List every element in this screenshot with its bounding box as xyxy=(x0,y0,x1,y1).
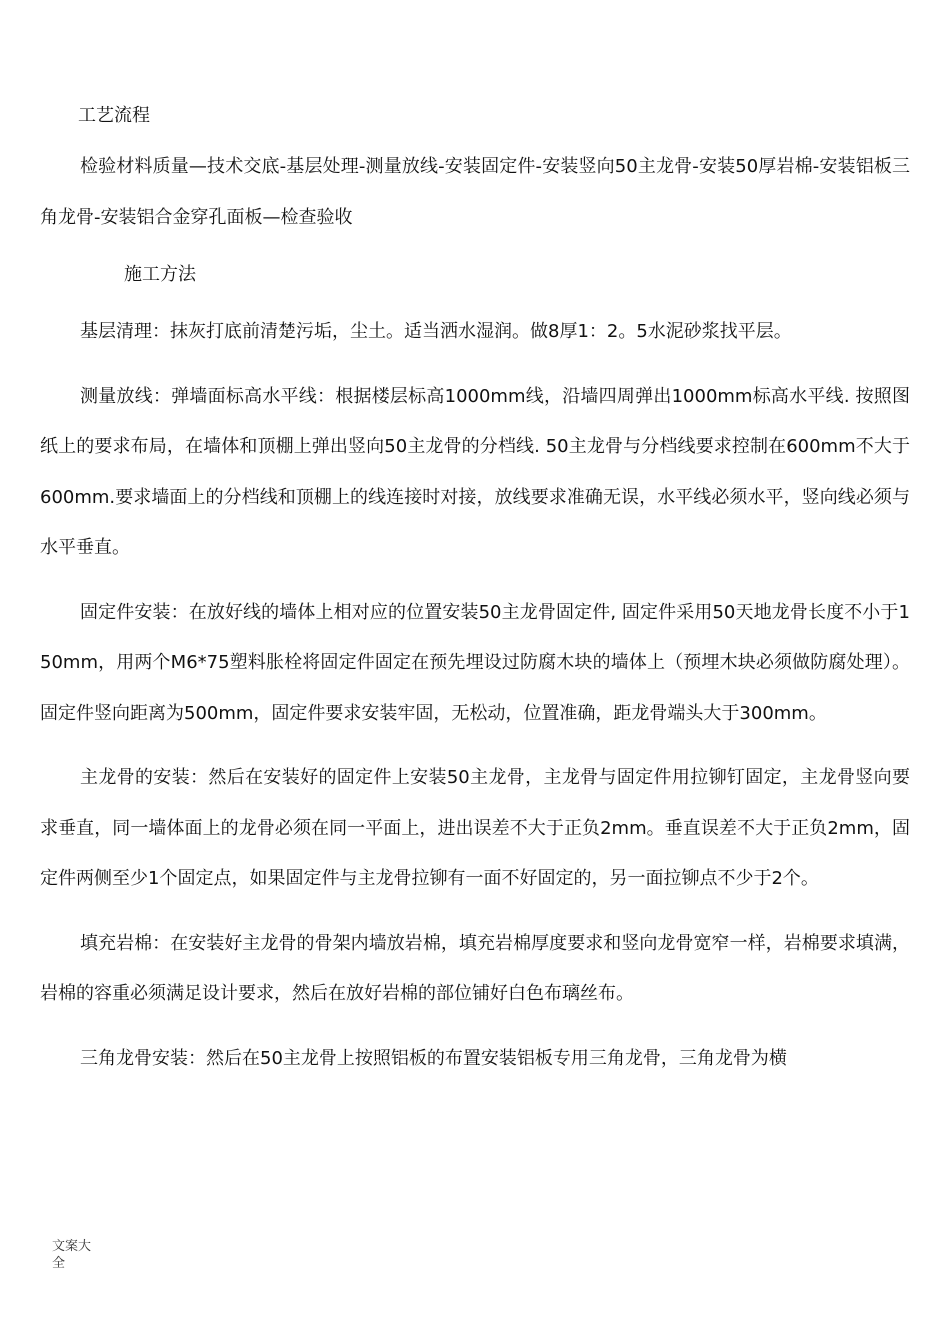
rock-wool-fill-paragraph: 填充岩棉：在安装好主龙骨的骨架内墙放岩棉，填充岩棉厚度要求和竖向龙骨宽窄一样，岩棉要求填满，岩棉的容重必须满足设计要求，然后在放好岩棉的部位铺好白色布璃丝布。 xyxy=(40,932,910,1004)
fixture-install-paragraph: 固定件安装：在放好线的墙体上相对应的位置安装50主龙骨固定件, 固定件采用50天地龙骨长度不小于150mm，用两个M6*75塑料胀栓将固定件固定在预先埋设过防腐木块的墙体上（预埋木块必须做防腐处理）。固定件竖向距离为500mm，固定件要求安装牢固，无松动，位置准确，距龙骨端头大于300mm。 xyxy=(40,601,910,724)
main-keel-install-paragraph: 主龙骨的安装：然后在安装好的固定件上安装50主龙骨，主龙骨与固定件用拉铆钉固定，主龙骨竖向要求垂直，同一墙体面上的龙骨必须在同一平面上，进出误差不大于正负2mm。垂直误差不大于正负2mm，固定件两侧至少1个固定点，如果固定件与主龙骨拉铆有一面不好固定的，另一面拉铆点不少于2个。 xyxy=(40,767,910,889)
heading-method: 施工方法 xyxy=(124,264,196,285)
triangle-keel-install-paragraph: 三角龙骨安装：然后在50主龙骨上按照铝板的布置安装铝板专用三角龙骨，三角龙骨为横 xyxy=(80,1047,787,1069)
survey-layout-paragraph: 测量放线：弹墙面标高水平线：根据楼层标高1000mm线，沿墙四周弹出1000mm标高水平线. 按照图纸上的要求布局，在墙体和顶棚上弹出竖向50主龙骨的分档线. 50主龙骨与分档线要求控制在600mm不大于600mm.要求墙面上的分档线和顶棚上的线连接时对接，放线要求准确无误，水平线必须水平，竖向线必须与水平垂直。 xyxy=(40,385,910,558)
document-body xyxy=(40,98,910,1098)
process-flow-paragraph: 检验材料质量—技术交底-基层处理-测量放线-安装固定件-安装竖向50主龙骨-安装50厚岩棉-安装铝板三角龙骨-安装铝合金穿孔面板—检查验收 xyxy=(40,156,910,228)
heading-process: 工艺流程 xyxy=(78,105,150,126)
footer-text: 文案大全 xyxy=(52,1239,92,1271)
base-cleaning-paragraph: 基层清理：抹灰打底前清楚污垢，尘土。适当洒水湿润。做8厚1：2。5水泥砂浆找平层。 xyxy=(80,321,792,342)
